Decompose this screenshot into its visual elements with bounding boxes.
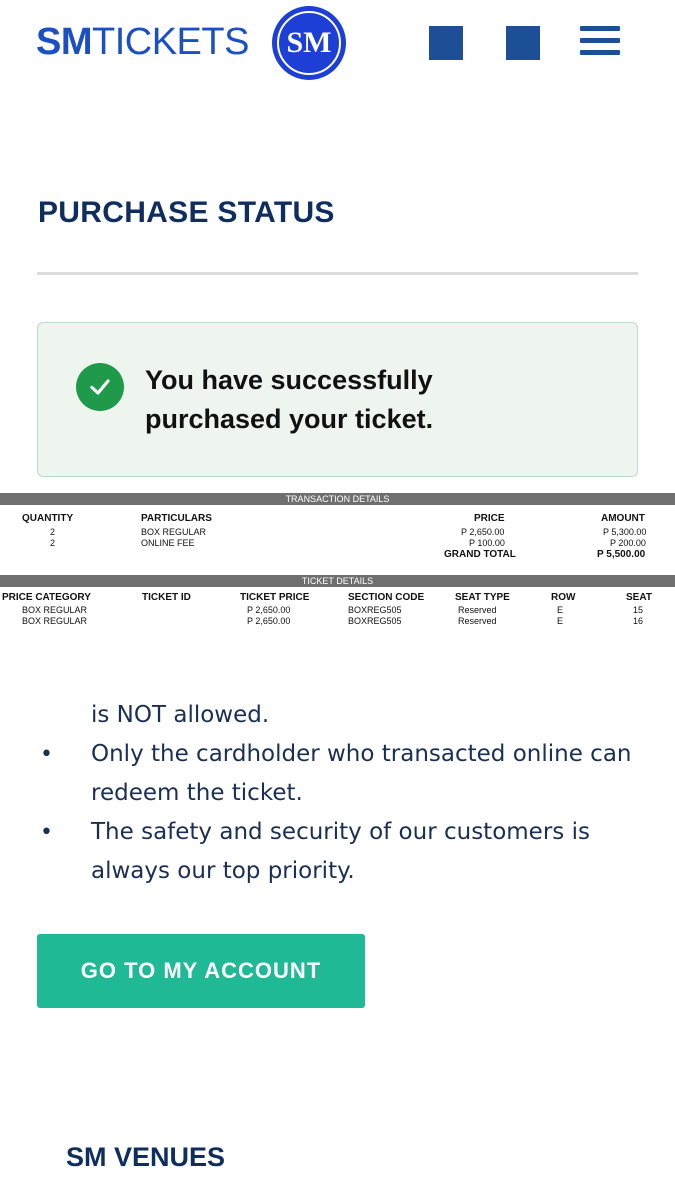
table-row bbox=[0, 538, 675, 549]
transaction-details bbox=[0, 493, 675, 563]
col-ticket-id: TICKET ID bbox=[142, 592, 191, 603]
sm-logo-mark: SM bbox=[277, 11, 341, 75]
col-seat-type: SEAT TYPE bbox=[455, 592, 510, 603]
cell-price: P 100.00 bbox=[469, 538, 505, 548]
col-price: PRICE bbox=[474, 513, 505, 524]
sm-circle-logo[interactable] bbox=[272, 6, 346, 80]
cell-seat-type: Reserved bbox=[458, 616, 497, 626]
bullet-icon: • bbox=[40, 820, 53, 845]
page-title: PURCHASE STATUS bbox=[38, 196, 335, 229]
bullet-icon: • bbox=[40, 742, 53, 767]
cell-particulars: BOX REGULAR bbox=[141, 527, 207, 537]
col-amount: AMOUNT bbox=[601, 513, 645, 524]
cell-amount: P 5,300.00 bbox=[603, 527, 647, 537]
ticket-details-bar: TICKET DETAILS bbox=[0, 575, 675, 587]
brand-sm-text: SM bbox=[36, 21, 92, 63]
cell-price: P 2,650.00 bbox=[461, 527, 505, 537]
brand-tickets-text: TICKETS bbox=[92, 21, 249, 63]
col-price-category: PRICE CATEGORY bbox=[2, 592, 91, 603]
grand-total-value: P 5,500.00 bbox=[597, 549, 646, 560]
note-item bbox=[40, 735, 640, 813]
note-text: The safety and security of our customers is always our top priority. bbox=[91, 819, 590, 884]
cell-ticket-price: P 2,650.00 bbox=[247, 616, 291, 626]
col-ticket-price: TICKET PRICE bbox=[240, 592, 310, 603]
cell-ticket-price: P 2,650.00 bbox=[247, 605, 291, 615]
success-line-1: You have successfully bbox=[145, 365, 433, 395]
header-icon-square-2[interactable] bbox=[506, 26, 540, 60]
sm-tickets-logo[interactable] bbox=[36, 20, 249, 64]
success-line-2: purchased your ticket. bbox=[145, 404, 434, 434]
cell-seat: 16 bbox=[633, 616, 644, 626]
cell-section-code: BOXREG505 bbox=[348, 605, 402, 615]
cell-amount: P 200.00 bbox=[610, 538, 646, 548]
ticket-details bbox=[0, 575, 675, 627]
site-header bbox=[0, 0, 675, 90]
col-quantity: QUANTITY bbox=[22, 513, 74, 524]
table-row bbox=[0, 605, 675, 616]
go-to-my-account-button[interactable]: GO TO MY ACCOUNT bbox=[37, 934, 365, 1008]
col-section-code: SECTION CODE bbox=[348, 592, 425, 603]
note-item bbox=[40, 813, 640, 891]
cell-row: E bbox=[557, 616, 564, 626]
header-icon-square-1[interactable] bbox=[429, 26, 463, 60]
note-text: is NOT allowed. bbox=[91, 702, 270, 728]
hamburger-menu-icon[interactable] bbox=[580, 26, 620, 58]
cell-section-code: BOXREG505 bbox=[348, 616, 402, 626]
grand-total-row bbox=[0, 549, 675, 563]
sm-venues-heading: SM VENUES bbox=[66, 1142, 226, 1172]
cell-price-category: BOX REGULAR bbox=[22, 605, 88, 615]
terms-notes bbox=[40, 696, 640, 891]
transaction-details-bar: TRANSACTION DETAILS bbox=[0, 493, 675, 505]
note-text: Only the cardholder who transacted online can redeem the ticket. bbox=[91, 741, 632, 806]
grand-total-label: GRAND TOTAL bbox=[444, 549, 516, 560]
check-circle-icon bbox=[76, 363, 124, 411]
col-row: ROW bbox=[551, 592, 576, 603]
cell-price-category: BOX REGULAR bbox=[22, 616, 88, 626]
table-row bbox=[0, 527, 675, 538]
success-message bbox=[145, 361, 605, 439]
success-alert bbox=[37, 322, 638, 477]
transaction-header-row bbox=[0, 513, 675, 527]
title-divider bbox=[37, 272, 638, 275]
cell-quantity: 2 bbox=[50, 538, 56, 548]
cell-quantity: 2 bbox=[50, 527, 56, 537]
cell-seat-type: Reserved bbox=[458, 605, 497, 615]
cell-row: E bbox=[557, 605, 564, 615]
note-continued bbox=[40, 696, 640, 735]
cell-particulars: ONLINE FEE bbox=[141, 538, 195, 548]
col-seat: SEAT bbox=[626, 592, 652, 603]
ticket-header-row bbox=[0, 592, 675, 605]
col-particulars: PARTICULARS bbox=[141, 513, 212, 524]
table-row bbox=[0, 616, 675, 627]
cell-seat: 15 bbox=[633, 605, 644, 615]
